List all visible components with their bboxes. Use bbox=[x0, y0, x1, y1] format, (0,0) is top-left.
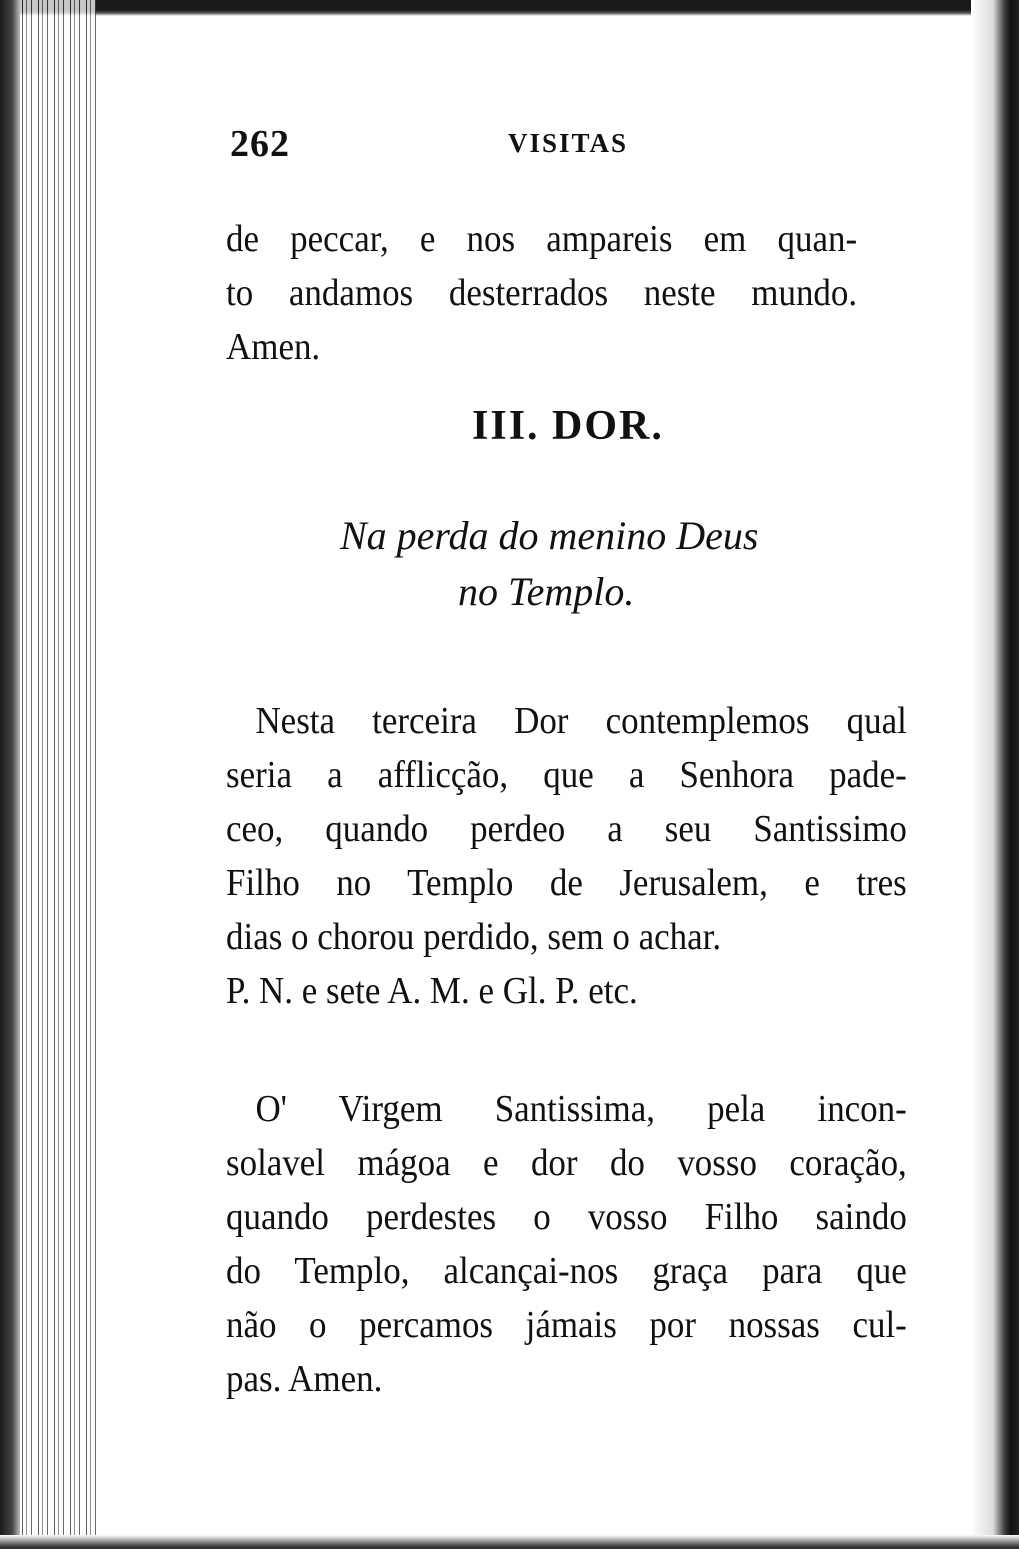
section-subtitle-line1: Na perda do menino Deus bbox=[340, 513, 759, 558]
text-line: não o percamos jámais por nossas cul- bbox=[226, 1304, 907, 1346]
section-subtitle-line2: no Templo. bbox=[458, 569, 635, 614]
text-line: pas. Amen. bbox=[226, 1358, 383, 1400]
text-line: Amen. bbox=[226, 326, 321, 368]
text-line: P. N. e sete A. M. e Gl. P. etc. bbox=[226, 970, 638, 1012]
text-line: ceo, quando perdeo a seu Santissimo bbox=[226, 808, 907, 850]
continuation-paragraph bbox=[226, 212, 857, 374]
text-line: to andamos desterrados neste mundo. bbox=[226, 272, 858, 314]
text-line: quando perdestes o vosso Filho saindo bbox=[226, 1196, 907, 1238]
scan-bottom-edge bbox=[0, 1535, 1019, 1549]
running-head: VISITAS bbox=[508, 128, 629, 158]
section-heading: III. DOR. bbox=[472, 403, 664, 449]
scan-top-edge bbox=[0, 0, 1019, 16]
text-line: O' Virgem Santissima, pela incon- bbox=[255, 1088, 907, 1130]
text-line: Nesta terceira Dor contemplemos qual bbox=[255, 700, 907, 742]
page-number: 262 bbox=[230, 123, 290, 165]
meditation-paragraph bbox=[226, 694, 907, 1018]
scan-spine-dark bbox=[0, 0, 20, 1549]
scan-right-edge bbox=[971, 0, 1019, 1549]
text-line: do Templo, alcançai-nos graça para que bbox=[226, 1250, 907, 1292]
text-line: solavel mágoa e dor do vosso coração, bbox=[226, 1142, 907, 1184]
text-line: dias o chorou perdido, sem o achar. bbox=[226, 916, 722, 958]
prayer-paragraph bbox=[226, 1082, 907, 1406]
text-line: Filho no Templo de Jerusalem, e tres bbox=[226, 862, 907, 904]
text-line: de peccar, e nos ampareis em quan- bbox=[226, 218, 858, 260]
text-line: seria a afflicção, que a Senhora pade- bbox=[226, 754, 907, 796]
